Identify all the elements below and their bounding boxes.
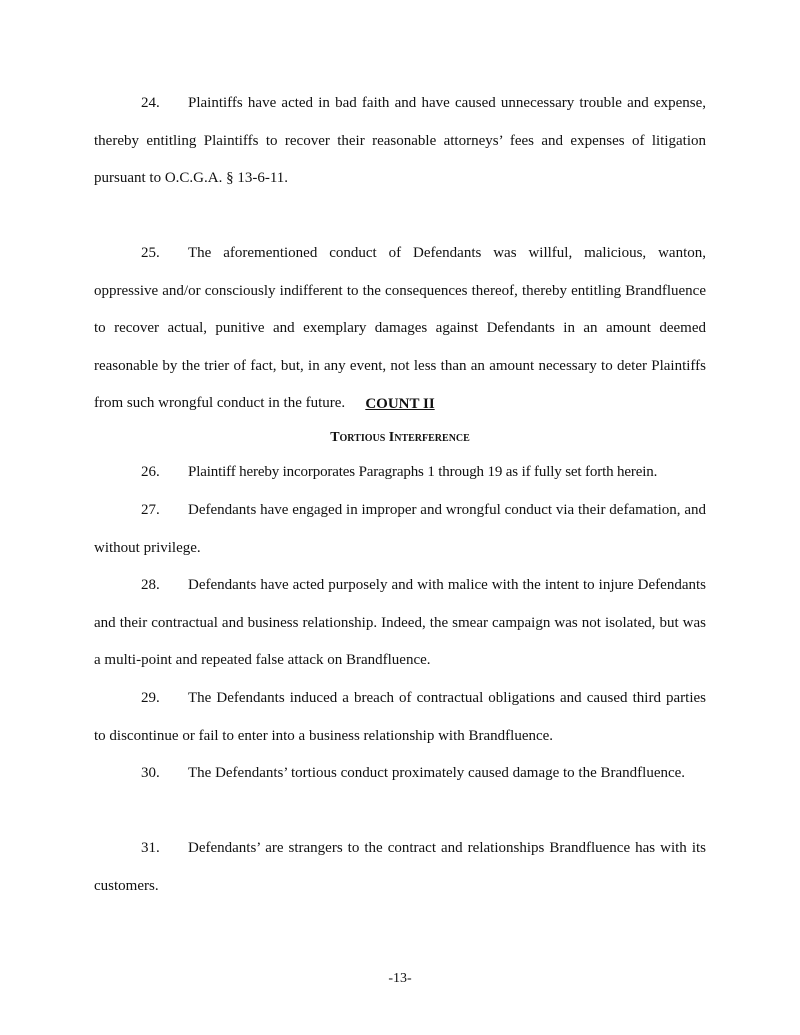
paragraph-30 [94,755,706,793]
paragraph-27 [94,492,706,567]
page-number: -13- [388,971,412,986]
paragraph-number: 28. [141,577,160,593]
paragraph-text: Defendants’ are strangers to the contract and relationships Brandfluence has with its customers. [94,840,706,894]
paragraph-number: 31. [141,840,160,856]
paragraph-text: Defendants have acted purposely and with malice with the intent to injure Defendants and their contractual and business relationship. Indeed, the smear campaign was not isolated, but was a multi-point and repeated false attack on Brandfluence. [94,577,706,668]
paragraph-number: 24. [141,95,160,111]
paragraph-number: 29. [141,690,160,706]
paragraph-31 [94,830,706,905]
paragraph-29 [94,680,706,755]
paragraph-text: The aforementioned conduct of Defendants was willful, malicious, wanton, oppressive and/or consciously indifferent to the consequences thereof, thereby entitling Brandfluence to recover actual, punitive and exemplary damages against Defendants in an amount deemed reasonable by the trier of fact, but, in any event, not less than an amount necessary to deter Plaintiffs from such wrongful conduct in the future. [94,245,706,411]
paragraph-number: 26. [141,464,160,480]
paragraph-text: The Defendants induced a breach of contractual obligations and caused third parties to discontinue or fail to enter into a business relationship with Brandfluence. [94,690,706,744]
paragraph-text: Defendants have engaged in improper and wrongful conduct via their defamation, and without privilege. [94,502,706,556]
paragraph-28 [94,567,706,680]
paragraph-text: Plaintiffs have acted in bad faith and have caused unnecessary trouble and expense, thereby entitling Plaintiffs to recover their reasonable attorneys’ fees and expenses of litigation pursuant to O.C.G.A. § 13-6-11. [94,95,706,186]
paragraph-25 [94,235,706,423]
count-subtitle: Tortious Interference [330,430,470,445]
paragraph-text: The Defendants’ tortious conduct proximately caused damage to the Brandfluence. [188,765,686,781]
paragraph-26 [94,454,706,492]
paragraph-text: Plaintiff hereby incorporates Paragraphs 1 through 19 as if fully set forth herein. [188,464,658,480]
count-title: COUNT II [365,396,435,412]
paragraph-number: 27. [141,502,160,518]
paragraph-number: 25. [141,245,160,261]
paragraph-number: 30. [141,765,160,781]
paragraph-24 [94,85,706,198]
